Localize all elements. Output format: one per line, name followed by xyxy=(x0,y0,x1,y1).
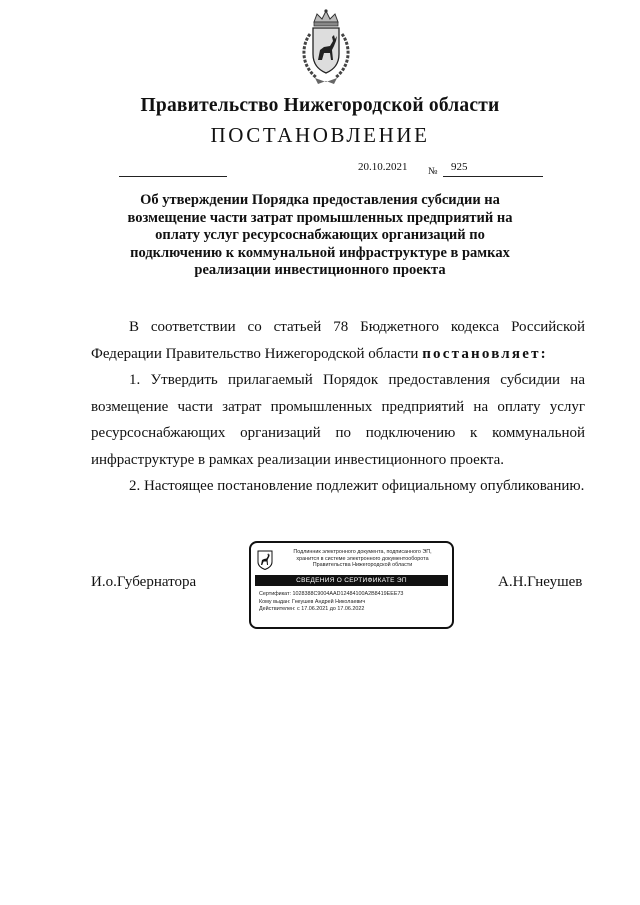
intro-text: В соответствии со статьей 78 Бюджетного кодекса Российской Федерации Правительство Нижегородской области xyxy=(91,319,585,362)
stamp-band: СВЕДЕНИЯ О СЕРТИФИКАТЕ ЭП xyxy=(255,575,448,586)
valid-value: с 17.06.2021 до 17.06.2022 xyxy=(297,606,365,612)
stamp-header xyxy=(277,549,448,569)
document-subject: Об утверждении Порядка предоставления субсидии на возмещение части затрат промышленных предприятий на оплату услуг ресурсоснабжающих организаций по подключению к коммунальной инфраструктуре в рамках реализации инвестиционного проекта xyxy=(127,192,513,278)
intro-paragraph xyxy=(91,314,585,367)
stamp-issued-row xyxy=(259,599,448,607)
cert-label: Сертификат: xyxy=(259,591,292,597)
number-sign: № xyxy=(428,166,438,177)
number-underline xyxy=(443,176,543,177)
intro-keyword: постановляет: xyxy=(422,345,548,362)
issued-value: Гнеушев Андрей Николаевич xyxy=(291,598,366,605)
date-underline xyxy=(119,176,227,177)
document-date: 20.10.2021 xyxy=(358,161,408,173)
stamp-certificate-info xyxy=(259,591,448,614)
deer-emblem-icon xyxy=(257,550,273,570)
item-2-paragraph: 2. Настоящее постановление подлежит официальному опубликованию. xyxy=(129,478,585,494)
document-number: 925 xyxy=(451,161,468,173)
item-1-paragraph: 1. Утвердить прилагаемый Порядок предоставления субсидии на возмещение части затрат промышленных предприятий на оплату услуг ресурсоснабжающих организаций по подключению к коммунальной инфраструктуре в рамках реализации инвестиционного проекта. xyxy=(91,372,585,468)
cert-value: 1028388C9004AAD12484100A2B8419EEE73 xyxy=(292,591,404,597)
document-body xyxy=(91,314,585,500)
valid-label: Действителен: xyxy=(259,606,296,612)
government-title: Правительство Нижегородской области xyxy=(140,95,500,116)
stamp-line-2: хранится в системе электронного документооборота xyxy=(296,555,429,562)
coat-of-arms-icon xyxy=(297,8,355,86)
signer-name: А.Н.Гнеушев xyxy=(498,574,583,590)
stamp-line-1: Подлинник электронного документа, подписанного ЭП, xyxy=(293,549,432,555)
stamp-cert-row xyxy=(259,591,448,599)
stamp-valid-row xyxy=(259,606,448,614)
document-type: ПОСТАНОВЛЕНИЕ xyxy=(210,123,430,147)
stamp-line-3: Правительства Нижегородской области xyxy=(312,562,413,568)
issued-label: Кому выдан: xyxy=(259,598,291,605)
signer-position: И.о.Губернатора xyxy=(91,574,197,590)
e-signature-stamp xyxy=(249,541,454,629)
